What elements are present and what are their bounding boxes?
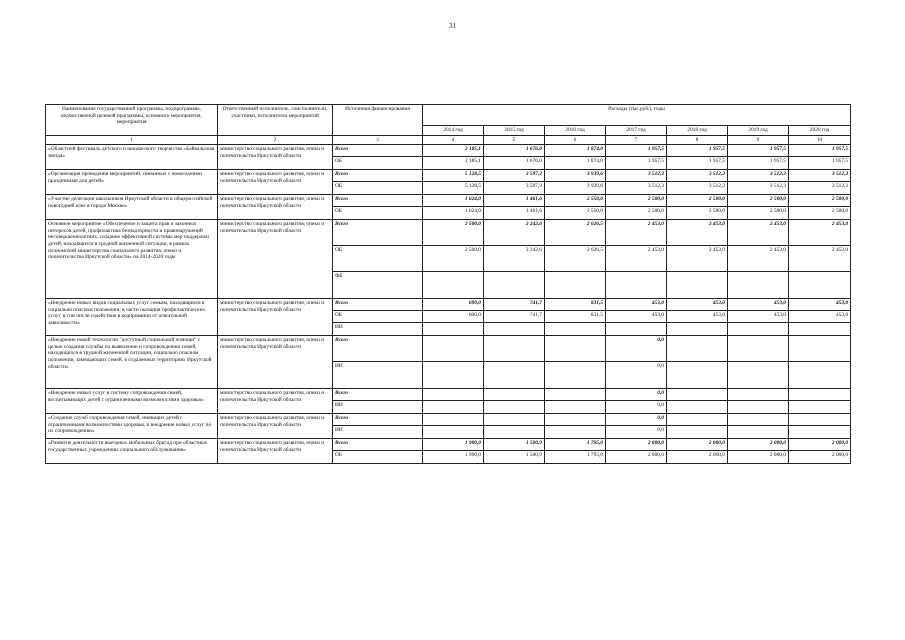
year-values [423,145,484,170]
expense-value: 831,5 [545,299,605,311]
expense-value: 0,0 [606,389,666,401]
expense-value [484,336,544,362]
expense-value [545,426,605,438]
expense-value [667,389,727,401]
funding-source-label: Всего [333,145,422,157]
expense-value: 3 512,3 [789,170,850,182]
expense-value: 1 957,5 [647,158,664,165]
expense-value: 1 461,6 [484,195,544,207]
header-expenses: Расходы (тыс.руб.), годы [423,105,851,126]
year-values [789,299,851,336]
expense-value [423,336,483,362]
expense-value: 2 626,5 [545,220,605,246]
expense-value: 2 453,0 [606,220,666,246]
year-values [728,336,789,389]
expense-value [423,362,483,388]
expense-value: 2 453,0 [667,246,727,272]
year-values [545,220,606,299]
expense-value: 1 874,0 [586,158,603,165]
year-values [606,336,667,389]
expense-value: 600,0 [423,299,483,311]
expense-value: 1 957,5 [667,145,727,157]
expense-value: 1 957,5 [606,145,666,157]
expense-value: 2 000,0 [667,439,727,451]
measure-executor: министерство социального развития, опеки и попечительства Иркутской области [218,336,333,389]
table-row [46,299,851,336]
column-index: 4 [423,135,484,145]
year-values [606,220,667,299]
expense-value [484,426,544,438]
expense-value: 1 957,5 [708,158,725,165]
year-values [545,336,606,389]
expense-value: 1 795,0 [545,439,605,451]
year-values [423,439,484,464]
expense-value [789,389,850,401]
expense-value: 3 939,6 [545,170,605,182]
measure-name: «Внедрение новых видов социальных услуг семьям, находящимся в социально опасном положении, в части оказания профилактических услуг, в том числе содействие в кодировании от алкогольной зависимости» [46,299,218,336]
expense-value [728,272,788,298]
expense-value: 1 500,9 [484,439,544,451]
expense-value [545,401,605,413]
expense-value [667,401,727,413]
funding-sources [333,299,423,336]
column-index: 10 [789,135,851,145]
measure-name: «Внедрение новой технологии "доступной социальной помощи" с целью создания службы по выявлению и сопровождению семей, находящихся в трудной жизненной ситуации, социально опасном положении, замещающих семей, в отдаленных территориях Иркутской области» [46,336,218,389]
expense-value: 2 000,0 [728,439,788,451]
expense-value: 1 900,0 [423,439,483,451]
expense-value [484,389,544,401]
year-values [606,439,667,464]
funding-source-label: ИИ [335,363,343,370]
header-year: 2014 год [423,126,484,136]
expense-value: 0,0 [657,363,664,370]
funding-source-label: Всего [333,195,422,207]
year-values [667,439,728,464]
funding-sources [333,220,423,299]
year-values [789,389,851,414]
year-values [728,145,789,170]
header-executor: Ответственный исполнитель, соисполнители, участники, исполнители мероприятий [218,105,333,136]
expense-value [728,389,788,401]
year-values [667,220,728,299]
year-values [484,299,545,336]
header-source: Источники финансирования [333,105,423,136]
year-values [545,414,606,439]
expense-value: 741,7 [484,311,544,323]
column-index: 7 [606,135,667,145]
year-values [484,195,545,220]
year-values [789,414,851,439]
expense-value [606,272,666,298]
expense-value: 3 512,3 [769,183,786,190]
funding-source-label: Всего [333,414,422,426]
expense-value: 2 000,0 [606,439,666,451]
year-values [667,195,728,220]
expense-value: 2 500,0 [667,195,727,207]
expense-value: 2 453,0 [728,246,788,272]
expense-value: 0,0 [606,414,666,426]
year-values [728,195,789,220]
expense-value [484,414,544,426]
year-values [606,195,667,220]
expense-value: 453,0 [728,299,788,311]
expense-value: 453,0 [606,299,666,311]
expense-value [545,336,605,362]
measure-name: «Областной фестиваль детского и юношеского творчества «Байкальская звезда» [46,145,218,170]
year-values [728,439,789,464]
year-values [606,389,667,414]
header-year: 2020 год [789,126,851,136]
expense-value: 2 453,0 [789,220,850,246]
expense-value: 453,0 [667,299,727,311]
funding-source-label: ФБ [335,273,343,280]
funding-sources [333,389,423,414]
year-values [606,170,667,195]
expense-value: 1 676,0 [484,145,544,157]
expense-value: 2 000,0 [789,439,850,451]
year-values [728,170,789,195]
column-index: 1 [46,135,218,145]
year-values [789,439,851,464]
measure-executor: министерство социального развития, опеки и попечительства Иркутской области [218,220,333,299]
expense-value [484,272,544,298]
expense-value [667,362,727,388]
expense-value: 831,5 [545,311,605,323]
expense-value: 2 626,5 [545,246,605,272]
expense-value: 3 512,3 [647,183,664,190]
measure-name: «Создание служб сопровождения семей, имеющих детей с ограниченными возможностями здоровья, и внедрение новых услуг по их сопровождению» [46,414,218,439]
expense-value: 2 550,0 [586,208,603,215]
column-index: 6 [545,135,606,145]
expense-value [667,323,727,335]
column-index: 2 [218,135,333,145]
year-values [667,336,728,389]
funding-sources [333,145,423,170]
funding-source-label: ИИ [335,324,343,331]
year-values [484,336,545,389]
budget-table [45,104,851,464]
measure-name: «Организация проведения мероприятий, связанных с новогодними праздниками для детей» [46,170,218,195]
year-values [728,414,789,439]
funding-sources [333,439,423,464]
expense-value: 1 461,6 [525,208,542,215]
expense-value: 2 453,0 [728,220,788,246]
year-values [484,389,545,414]
expense-value [789,426,850,438]
year-values [545,145,606,170]
expense-value: 2 500,0 [728,195,788,207]
column-index: 8 [667,135,728,145]
expense-value: 2 500,0 [769,208,786,215]
expense-value: 0,0 [657,427,664,434]
expense-value [484,362,544,388]
table-row [46,220,851,299]
expense-value: 453,0 [606,311,666,323]
expense-value: 2 000,0 [647,452,664,459]
funding-source-label: ИИ [335,402,343,409]
expense-value [423,426,483,438]
expense-value [728,336,788,362]
table-row [46,439,851,464]
year-values [545,439,606,464]
funding-source-label: ОБ [333,246,422,272]
expense-value: 2 242,6 [484,220,544,246]
year-values [728,299,789,336]
year-values [484,170,545,195]
expense-value: 1 957,5 [831,158,849,165]
measure-name: «Внедрение новых услуг в систему сопровождения семей, воспитывающих детей с ограниченными возможностями здоровья» [46,389,218,414]
measure-executor: министерство социального развития, опеки и попечительства Иркутской области [218,299,333,336]
expense-value [484,323,544,335]
expense-value: 2 000,0 [708,452,725,459]
year-values [423,220,484,299]
year-values [423,170,484,195]
year-values [606,414,667,439]
expense-value: 2 242,6 [484,246,544,272]
year-values [728,220,789,299]
expense-value [789,323,850,335]
expense-value: 1 624,0 [464,208,481,215]
funding-sources [333,414,423,439]
expense-value: 453,0 [667,311,727,323]
year-values [789,170,851,195]
expense-value: 2 550,0 [545,195,605,207]
expense-value [789,414,850,426]
expense-value: 3 512,3 [606,170,666,182]
year-values [423,414,484,439]
year-values [545,170,606,195]
expense-value: 1 500,9 [525,452,542,459]
column-index: 9 [728,135,789,145]
funding-source-label: Всего [333,299,422,311]
funding-source-label: ОБ [335,208,342,215]
expense-value: 741,7 [484,299,544,311]
measure-name: «Развитие деятельности выездных мобильных бригад при областных государственных учреждениях социального обслуживания» [46,439,218,464]
expense-value [728,401,788,413]
expense-value [545,362,605,388]
expense-value [789,362,850,388]
expense-value: 1 900,0 [464,452,481,459]
expense-value: 2 500,0 [606,195,666,207]
measure-executor: министерство социального развития, опеки и попечительства Иркутской области [218,439,333,464]
expense-value [789,336,850,362]
measure-executor: министерство социального развития, опеки и попечительства Иркутской области [218,389,333,414]
year-values [667,145,728,170]
year-values [545,389,606,414]
funding-source-label: Всего [333,220,422,246]
expense-value: 2 500,0 [423,246,483,272]
funding-source-label: Всего [333,336,422,362]
table-row [46,336,851,389]
header-year: 2017 год [606,126,667,136]
expense-value: 0,0 [606,336,666,362]
expense-value: 453,0 [728,311,788,323]
expense-value: 2 453,0 [789,246,850,272]
expense-value [667,426,727,438]
funding-source-label: ОБ [335,158,342,165]
funding-source-label: Всего [333,170,422,182]
year-values [423,389,484,414]
expense-value [789,272,850,298]
expense-value: 2 000,0 [831,452,849,459]
expense-value [423,414,483,426]
expense-value [423,401,483,413]
expense-value [545,389,605,401]
expense-value [728,362,788,388]
expense-value: 3 939,6 [586,183,603,190]
funding-source-label: ОБ [335,452,342,459]
year-values [606,299,667,336]
expense-value [728,426,788,438]
expense-value [545,414,605,426]
measure-executor: министерство социального развития, опеки и попечительства Иркутской области [218,195,333,220]
year-values [789,220,851,299]
expense-value: 1 957,5 [728,145,788,157]
expense-value: 2 185,1 [423,145,483,157]
table-row [46,170,851,195]
year-values [789,145,851,170]
expense-value: 2 500,0 [708,208,725,215]
funding-source-label: ОБ [333,311,422,323]
expense-value: 1 795,0 [586,452,603,459]
expense-value [545,323,605,335]
measure-executor: министерство социального развития, опеки и попечительства Иркутской области [218,170,333,195]
expense-value [667,414,727,426]
expense-value [545,272,605,298]
expense-value: 2 500,0 [831,208,849,215]
expense-value: 2 500,0 [647,208,664,215]
year-values [484,414,545,439]
expense-value: 2 453,0 [667,220,727,246]
expense-value: 2 453,0 [606,246,666,272]
funding-sources [333,195,423,220]
table-row [46,389,851,414]
header-name: Наименование государственной программы, подпрограммы, ведомственной целевой программы, основного мероприятия, мероприятия [46,105,218,136]
year-values [545,195,606,220]
year-values [545,299,606,336]
funding-source-label: Всего [333,389,422,401]
expense-value: 2 500,0 [789,195,850,207]
column-index: 5 [484,135,545,145]
expense-value [423,389,483,401]
year-values [606,145,667,170]
year-values [789,336,851,389]
expense-value: 2 185,1 [464,158,481,165]
expense-value: 1 957,5 [769,158,786,165]
funding-source-label: Всего [333,439,422,451]
expense-value [728,323,788,335]
header-year: 2019 год [728,126,789,136]
expense-value: 3 512,3 [728,170,788,182]
year-values [789,195,851,220]
year-values [667,299,728,336]
column-index: 3 [333,135,423,145]
expense-value [728,414,788,426]
expense-value: 2 500,0 [423,220,483,246]
expense-value [606,323,666,335]
expense-value: 1 957,5 [789,145,850,157]
expense-value [789,401,850,413]
year-values [667,389,728,414]
expense-value [484,401,544,413]
expense-value: 3 512,3 [831,183,849,190]
expense-value: 3 512,3 [667,170,727,182]
expense-value [667,272,727,298]
expense-value: 1 676,0 [525,158,542,165]
year-values [423,336,484,389]
year-values [484,439,545,464]
table-row [46,195,851,220]
table-row [46,145,851,170]
expense-value: 3 512,3 [708,183,725,190]
expense-value: 0,0 [657,402,664,409]
funding-sources [333,336,423,389]
header-year: 2016 год [545,126,606,136]
expense-value: 453,0 [789,299,850,311]
header-year: 2015 год [484,126,545,136]
expense-value: 3 597,3 [484,170,544,182]
year-values [667,414,728,439]
measure-name: Основное мероприятие «Обеспечение и защита прав и законных интересов детей, профилактика безнадзорности и правонарушений несовершеннолетних, создание эффективной системы мер поддержки детей, находящихся в трудной жизненной ситуации, в рамках полномочий министерства социального развития, опеки и попечительства Иркутской области» на 2014-2020 годы [46,220,218,299]
expense-value: 600,0 [423,311,483,323]
page-number: 31 [449,22,456,30]
header-year: 2018 год [667,126,728,136]
year-values [484,220,545,299]
table-row [46,414,851,439]
funding-sources [333,170,423,195]
expense-value: 5 128,5 [423,170,483,182]
expense-value [423,323,483,335]
measure-name: «Участие делегации школьников Иркутской области в общероссийской новогодней елке в городе Москве» [46,195,218,220]
measure-executor: министерство социального развития, опеки и попечительства Иркутской области [218,414,333,439]
funding-source-label: ОБ [335,183,342,190]
expense-value: 3 597,3 [525,183,542,190]
measure-executor: министерство социального развития, опеки и попечительства Иркутской области [218,145,333,170]
year-values [423,299,484,336]
year-values [667,170,728,195]
year-values [484,145,545,170]
funding-source-label: ИИ [335,427,343,434]
year-values [423,195,484,220]
expense-value: 5 128,5 [464,183,481,190]
expense-value: 1 624,0 [423,195,483,207]
expense-value [423,272,483,298]
expense-value: 453,0 [789,311,850,323]
expense-value [667,336,727,362]
expense-value: 1 874,0 [545,145,605,157]
expense-value: 2 000,0 [769,452,786,459]
year-values [728,389,789,414]
